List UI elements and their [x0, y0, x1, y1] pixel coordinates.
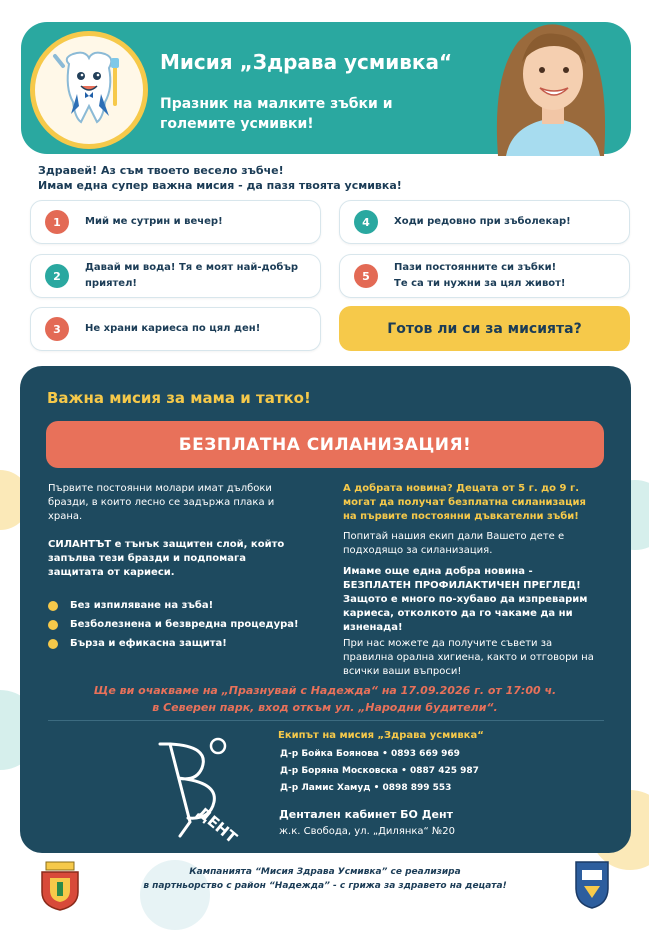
girl-illustration-icon: [478, 6, 628, 156]
benefit-item: [48, 619, 299, 630]
divider: [48, 720, 604, 721]
tip-card: [30, 307, 321, 351]
campaign-partnership-note: [120, 865, 530, 893]
district-emblem: [572, 858, 612, 910]
bullet-dot: [48, 639, 58, 649]
tip-card: [339, 200, 630, 244]
free-checkup-paragraph: [343, 565, 605, 635]
subtitle-line: големите усмивки!: [160, 116, 314, 132]
benefit-item: [48, 600, 213, 611]
benefit-text: Безболезнена и безвредна процедура!: [70, 619, 299, 630]
ask-team-paragraph: [343, 530, 605, 558]
paragraph-line: кариеса, отколкото да го чакаме да ни: [343, 608, 573, 619]
tip-line: Мий ме сутрин и вечер!: [85, 216, 223, 227]
paragraph-line: Попитай нашия екип дали Вашето дете е: [343, 531, 565, 542]
event-line: Ще ви очакваме на „Празнувай с Надежда“ на 17.09.2026 г. от 17:00 ч.: [93, 684, 557, 697]
good-news-text: [343, 482, 605, 524]
logo-text: ДЕНТ: [193, 803, 240, 842]
tip-line: Ходи редовно при зъболекар!: [394, 216, 571, 227]
bo-dent-logo: [140, 732, 240, 842]
paragraph-line: А добрата новина? Децата от 5 г. до 9 г.: [343, 483, 579, 494]
paragraph-line: бразди, в които лесно се задържа плака и: [48, 497, 275, 508]
paragraph-line: защитата от кариеси.: [48, 567, 175, 578]
sealant-term: СИЛАНТЪТ: [48, 539, 112, 550]
tip-line: Не храни кариеса по цял ден!: [85, 323, 261, 334]
paragraph-line: изненада!: [343, 622, 403, 633]
tip-number: 3: [45, 317, 69, 341]
doctor-contact: Д-р Бойка Боянова • 0893 669 969: [280, 749, 460, 759]
tip-text: [394, 214, 571, 230]
footer-line: Кампанията “Мисия Здрава Усмивка” се реализира: [189, 867, 461, 877]
tip-card: [339, 254, 630, 298]
smiling-girl-photo: [478, 6, 628, 156]
shield-emblem-icon: [572, 858, 612, 910]
paragraph-line: е тънък защитен слой, който: [111, 539, 285, 550]
tip-number: 4: [354, 210, 378, 234]
paragraph-line: БЕЗПЛАТЕН ПРОФИЛАКТИЧЕН ПРЕГЛЕД!: [343, 580, 581, 591]
tip-number: 1: [45, 210, 69, 234]
paragraph-line: Имаме още една добра новина -: [343, 566, 533, 577]
paragraph-line: подходящо за силанизация.: [343, 545, 493, 556]
tip-line: Давай ми вода! Тя е моят най-добър: [85, 262, 299, 273]
tip-card: [30, 200, 321, 244]
tooth-mascot-icon: [35, 36, 143, 144]
bullet-dot: [48, 620, 58, 630]
paragraph-line: При нас можете да получите съвети за: [343, 638, 553, 649]
tip-line: Пази постоянните си зъбки!: [394, 262, 557, 273]
paragraph-line: могат да получат безплатна силанизация: [343, 497, 586, 508]
ready-callout: Готов ли си за мисията?: [339, 306, 630, 351]
advice-paragraph: [343, 637, 605, 679]
intro-line: Имам една супер важна мисия - да пазя твоята усмивка!: [38, 179, 402, 192]
bullet-dot: [48, 601, 58, 611]
coat-of-arms-icon: [38, 860, 82, 912]
tip-line: Те са ти нужни за цял живот!: [394, 278, 566, 289]
tip-text: [394, 260, 566, 292]
event-announcement: [40, 682, 610, 716]
clinic-address: ж.к. Свобода, ул. „Дилянка“ №20: [279, 826, 456, 837]
paragraph-line: правилна орална хигиена, както и отговори на: [343, 652, 594, 663]
benefit-text: Без изпиляване на зъба!: [70, 600, 214, 611]
doctor-contact: Д-р Ламис Хамуд • 0898 899 553: [280, 783, 452, 793]
footer-line: в партньорство с район “Надежда” - с грижа за здравето на децата!: [143, 881, 507, 891]
paragraph-line: запълва тези бразди и подпомага: [48, 553, 247, 564]
tip-text: [85, 260, 298, 292]
paragraph-line: на първите постоянни дъвкателни зъби!: [343, 511, 579, 522]
intro-line: Здравей! Аз съм твоето весело зъбче!: [38, 164, 284, 177]
page-subtitle: [160, 94, 460, 134]
intro-text: [38, 163, 518, 193]
benefit-text: Бърза и ефикасна защита!: [70, 638, 227, 649]
bo-dent-logo-icon: [140, 732, 240, 842]
paragraph-line: Защото е много по-хубаво да изпреварим: [343, 594, 588, 605]
paragraph-line: всички ваши въпроси!: [343, 666, 462, 677]
molars-paragraph: [48, 482, 318, 524]
page-title: Мисия „Здрава усмивка“: [160, 50, 453, 74]
free-sealant-banner: БЕЗПЛАТНА СИЛАНИЗАЦИЯ!: [46, 421, 604, 468]
benefit-item: [48, 638, 227, 649]
sealant-paragraph: [48, 538, 318, 580]
paragraph-line: Първите постоянни молари имат дълбоки: [48, 483, 272, 494]
paragraph-line: храна.: [48, 511, 83, 522]
doctor-contact: Д-р Боряна Московска • 0887 425 987: [280, 766, 479, 776]
tip-text: [85, 214, 223, 230]
tip-line: приятел!: [85, 278, 137, 289]
parents-heading: Важна мисия за мама и татко!: [47, 389, 311, 407]
tip-number: 2: [45, 264, 69, 288]
tip-number: 5: [354, 264, 378, 288]
tip-text: [85, 321, 260, 337]
tip-card: [30, 254, 321, 298]
subtitle-line: Празник на малките зъбки и: [160, 96, 393, 112]
tooth-mascot: [30, 31, 148, 149]
clinic-name: Дентален кабинет БО Дент: [279, 808, 453, 821]
team-heading: Екипът на мисия „Здрава усмивка“: [278, 730, 484, 741]
event-line: в Северен парк, вход откъм ул. „Народни будители“.: [152, 701, 498, 714]
district-coat-of-arms: [38, 860, 82, 912]
